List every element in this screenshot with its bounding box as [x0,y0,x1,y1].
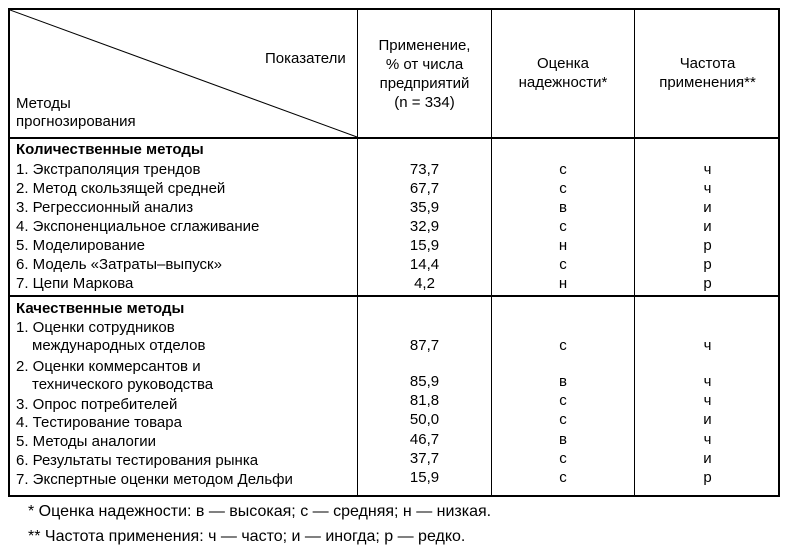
footnote-frequency: ** Частота применения: ч — часто; и — иногда; р — редко. [28,528,466,545]
header-application: Применение, % от числа предприятий (n = 334) [378,37,471,111]
header-reliability: Оценка надежности* [518,55,608,91]
header-indicators: Показатели [265,50,346,67]
section-title-quantitative: Количественные методы [16,141,204,158]
header-methods-line2: прогнозирования [16,113,136,130]
section-title-qualitative: Качественные методы [16,300,185,317]
footnote-reliability: * Оценка надежности: в — высокая; с — средняя; н — низкая. [28,503,492,520]
section-divider [10,295,778,297]
header-frequency: Частота применения** [659,55,756,91]
forecasting-methods-table: Показатели Методы прогнозирования Применение, % от числа предприятий (n = 334) Оценка надежности* Частота применения** Количественные методы 1. Экстраполяция трендов 73,7 с ч 2. Метод скользящей средней 67,7 с ч 3. Регрессионный анализ 35,9 в и 4. Экспоненциальное сглаживание 32,9 с и 5. Моделирование 15,9 н р 6. Модель «Затраты–выпуск» 14,4 с р 7. Цепи Маркова 4,2 н р Качественные методы 1. Оценки сотрудников международных отделов 87,7 с ч 2. Оценки коммерсантов и технического руководства 85,9 в ч 3. Опрос потребителей 81,8 с ч 4. Тестирование товара 50,0 с и 5. Методы аналогии 46,7 в ч 6. Результаты тестирования рынка 37,7 с и 7. Экспертные оценки методом Дельфи 15,9 с р [8,8,780,497]
header-methods-line1: Методы [16,95,71,112]
